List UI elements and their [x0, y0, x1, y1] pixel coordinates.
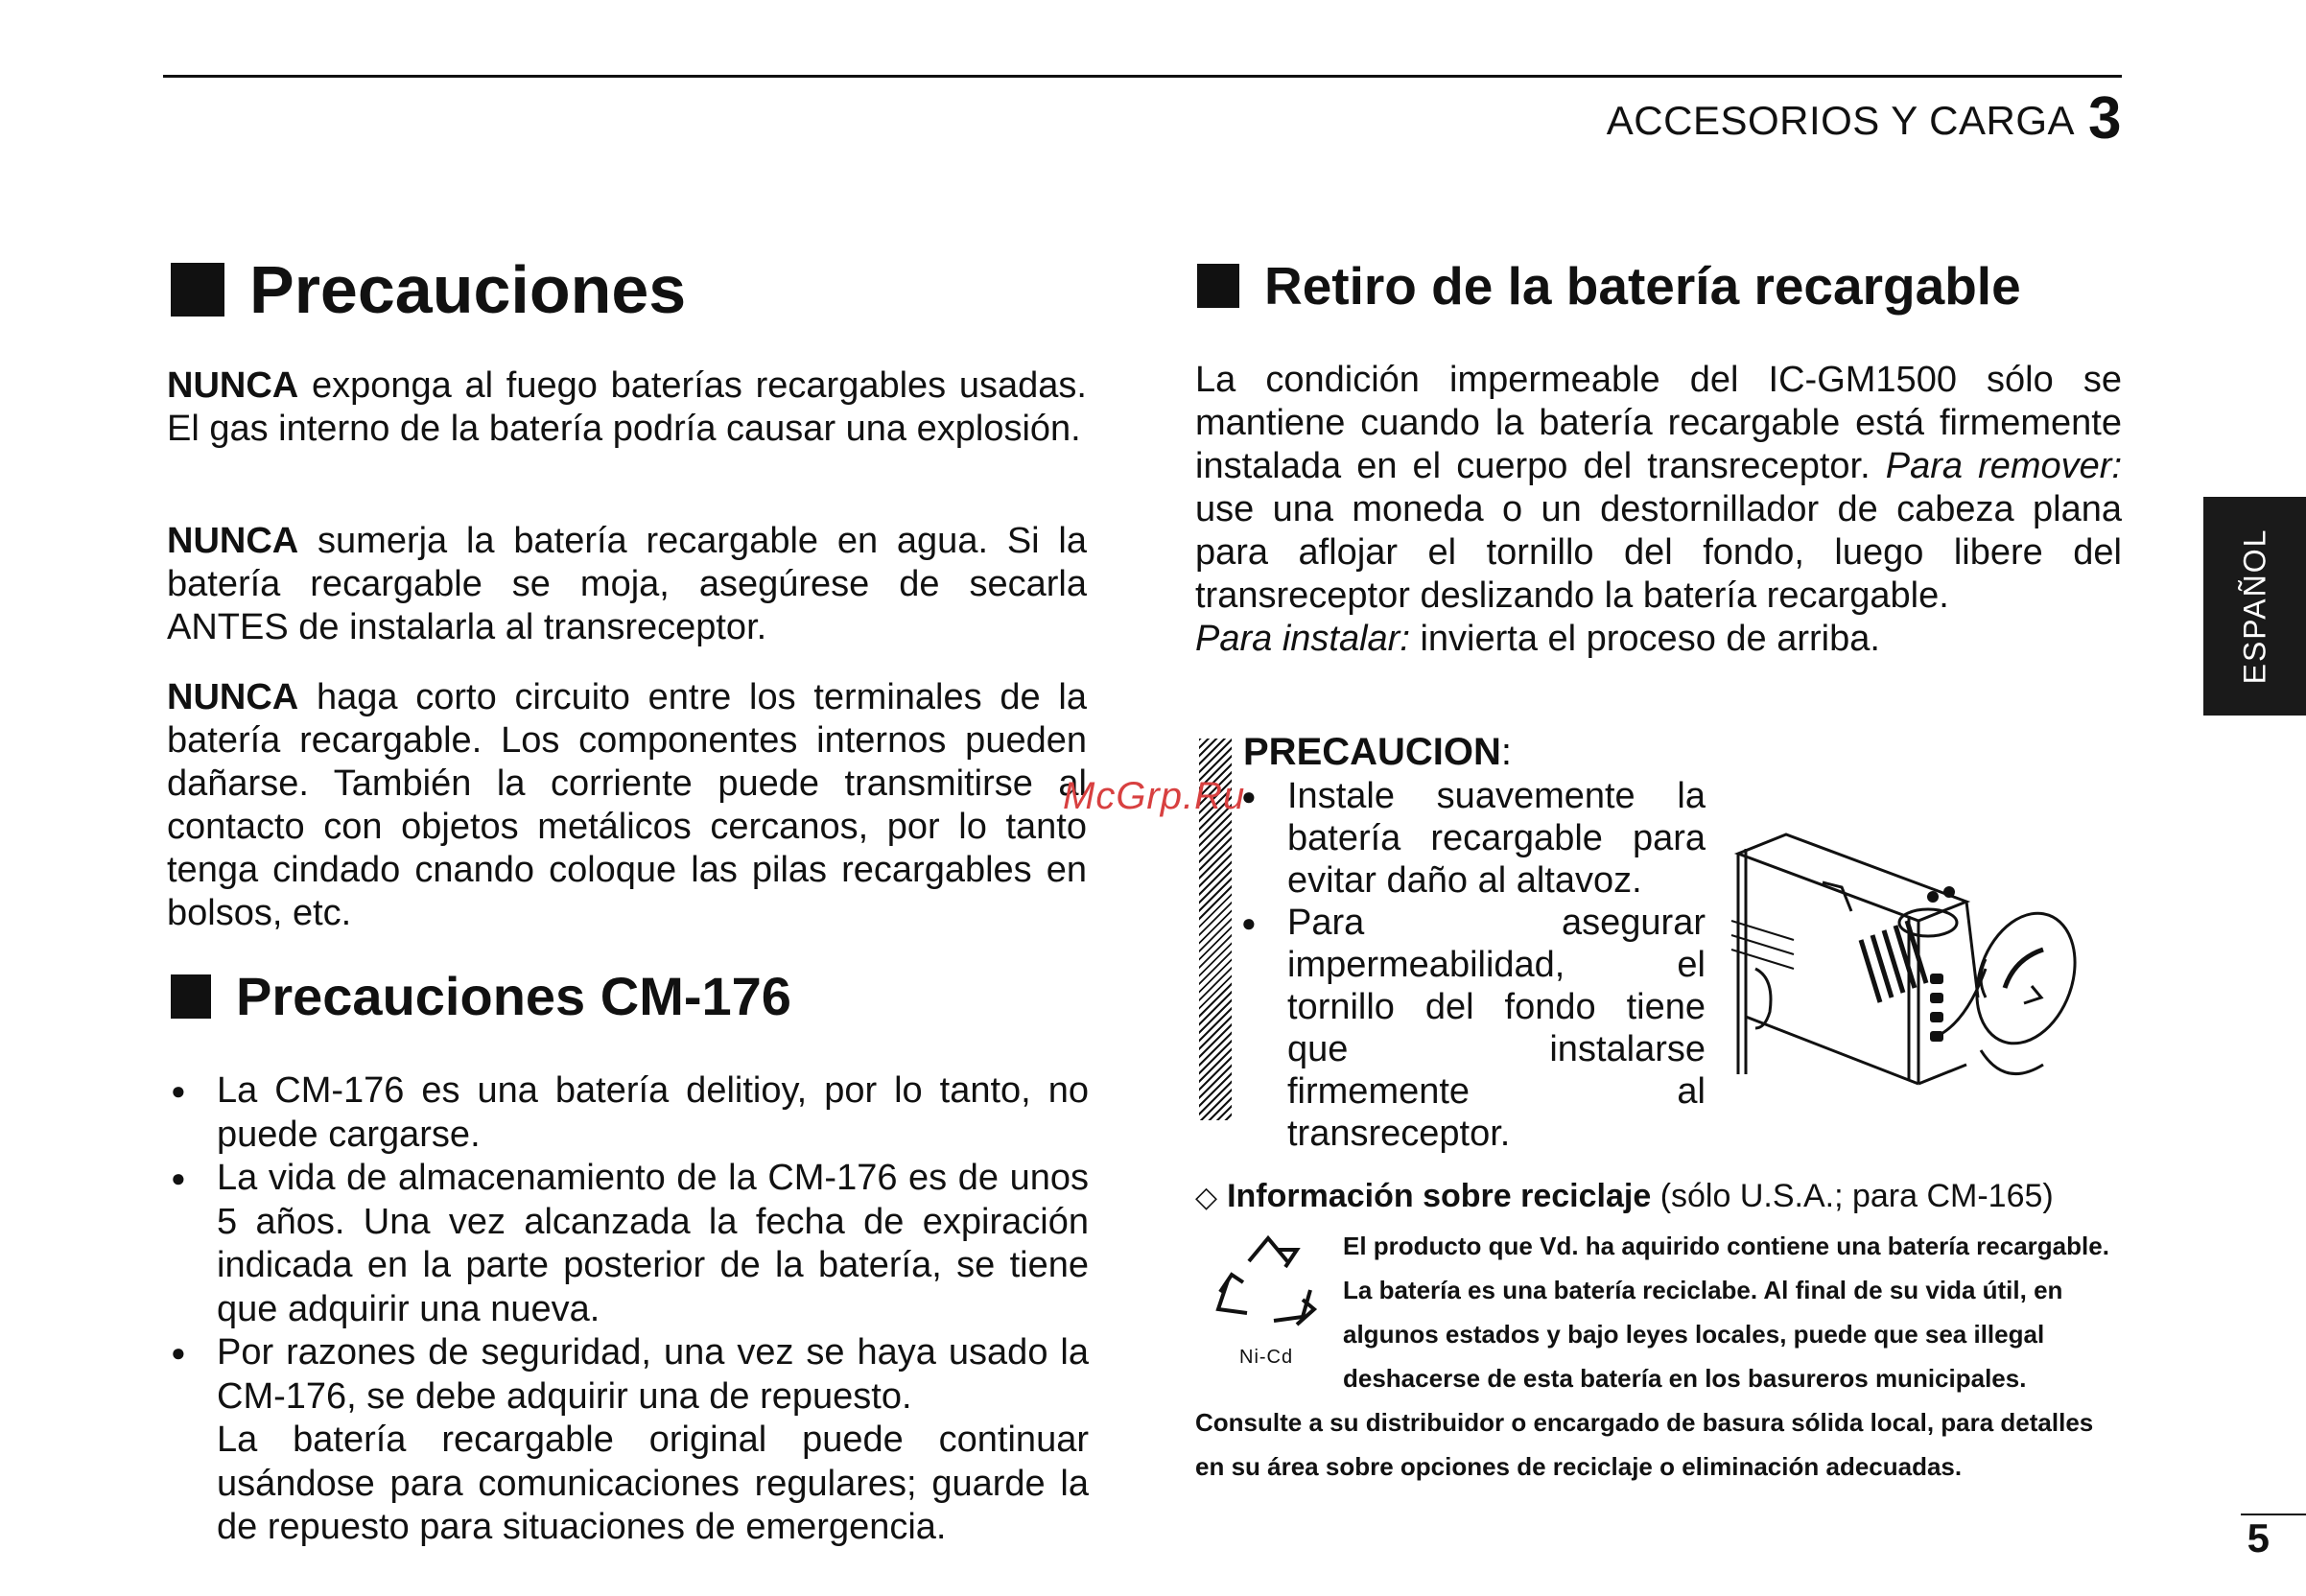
- caution-title: [1243, 731, 1512, 774]
- install-text: invierta el proceso de arriba.: [1409, 619, 1880, 659]
- recycling-line: Consulte a su distribuidor o encargado de basura sólida local, para detalles: [1195, 1408, 2094, 1437]
- list-item: ● Para asegurar impermeabilidad, el tornillo del fondo tiene que instalarse firmemente al transreceptor.: [1237, 902, 1706, 1155]
- recycling-text-block-2: [1195, 1400, 2126, 1489]
- recycling-icon: [1211, 1232, 1326, 1338]
- para-fuego: [167, 364, 1087, 451]
- watermark: McGrp.Ru: [1063, 775, 1246, 817]
- language-tab-label: ESPAÑOL: [2237, 528, 2271, 685]
- recycling-line: deshacerse de esta batería en los basureros municipales.: [1343, 1364, 2027, 1393]
- nunca-strong: NUNCA: [167, 521, 299, 561]
- top-rule: [163, 75, 2122, 78]
- nunca-strong: NUNCA: [167, 365, 299, 406]
- recycling-line: La batería es una batería reciclabe. Al final de su vida útil, en: [1343, 1276, 2063, 1304]
- recycling-title-note: (sólo U.S.A.; para CM-165): [1651, 1178, 2054, 1214]
- para-text: haga corto circuito entre los terminales de la batería recargable. Los componentes internos pueden dañarse. También la corriente puede transmitirse al contacto con objetos metálicos cercanos, por lo tanto tenga cindado cnando coloque las pilas recargables en bolsos, etc.: [167, 677, 1087, 933]
- language-tab: [2203, 497, 2306, 716]
- caution-title-text: PRECAUCION: [1243, 731, 1501, 773]
- list-item: ● La CM-176 es una batería delitioy, por lo tanto, no puede cargarse.: [167, 1069, 1089, 1157]
- caution-bullet-list: [1237, 775, 1706, 1155]
- recycling-line: algunos estados y bajo leyes locales, puede que sea illegal: [1343, 1320, 2045, 1349]
- recycling-line: El producto que Vd. ha aquirido contiene una batería recargable.: [1343, 1232, 2109, 1260]
- heading-text: Precauciones: [249, 252, 687, 327]
- heading-text: Precauciones CM-176: [236, 966, 791, 1026]
- running-header: [1607, 84, 2122, 153]
- recycling-line: en su área sobre opciones de reciclaje o eliminación adecuadas.: [1195, 1452, 1963, 1481]
- heading-square-icon: [171, 263, 224, 317]
- list-item: ● La vida de almacenamiento de la CM-176 es de unos 5 años. Una vez alcanzada la fecha de expiración indicada en la parte posterior de la batería, se tiene que adquirir una nueva.: [167, 1157, 1089, 1331]
- para-corto-circuito: [167, 676, 1087, 935]
- heading-square-icon: [1197, 264, 1239, 308]
- nunca-strong: NUNCA: [167, 677, 299, 717]
- remove-text: use una moneda o un destornillador de cabeza plana para aflojar el tornillo del fondo, luego libere del transreceptor deslizando la batería recargable.: [1195, 489, 2122, 616]
- heading-cm176: [171, 965, 791, 1027]
- caution-colon: :: [1500, 731, 1513, 773]
- heading-square-icon: [171, 974, 211, 1019]
- list-item: ● Instale suavemente la batería recargable para evitar daño al altavoz.: [1237, 775, 1706, 902]
- section-title: ACCESORIOS Y CARGA: [1606, 98, 2076, 143]
- heading-text: Retiro de la batería recargable: [1264, 256, 2021, 316]
- list-item-continuation: La batería recargable original puede continuar usándose para comunicaciones regulares; guarde la de repuesto para situaciones de emergencia.: [217, 1420, 1089, 1547]
- diamond-outline-icon: ◇: [1195, 1182, 1218, 1213]
- para-text: exponga al fuego baterías recargables usadas. El gas interno de la batería podría causar una explosión.: [167, 365, 1087, 449]
- remove-label: Para remover:: [1885, 446, 2123, 486]
- list-item-text: Por razones de seguridad, una vez se haya usado la CM-176, se debe adquirir una de repuesto.: [217, 1332, 1089, 1417]
- install-label: Para instalar:: [1195, 619, 1410, 659]
- heading-precauciones: [171, 251, 686, 328]
- nicd-label: Ni-Cd: [1239, 1347, 1294, 1368]
- chapter-number: 3: [2088, 85, 2122, 152]
- retiro-intro: La condición impermeable del IC-GM1500 sólo se mantiene cuando la batería recargable está firmemente instalada en el cuerpo del transreceptor.: [1195, 360, 2122, 486]
- para-text: sumerja la batería recargable en agua. Si la batería recargable se moja, asegúrese de secarla ANTES de instalarla al transreceptor.: [167, 521, 1087, 647]
- recycling-heading: [1195, 1178, 2054, 1215]
- para-agua: [167, 520, 1087, 649]
- recycling-title: Información sobre reciclaje: [1227, 1178, 1652, 1214]
- cm176-bullet-list: [167, 1069, 1089, 1550]
- recycling-text-block: [1343, 1224, 2125, 1400]
- retiro-body: [1195, 359, 2122, 661]
- page-number: 5: [2247, 1515, 2270, 1561]
- heading-retiro: [1197, 255, 2021, 317]
- battery-removal-illustration: [1727, 806, 2120, 1093]
- list-item: [167, 1331, 1089, 1550]
